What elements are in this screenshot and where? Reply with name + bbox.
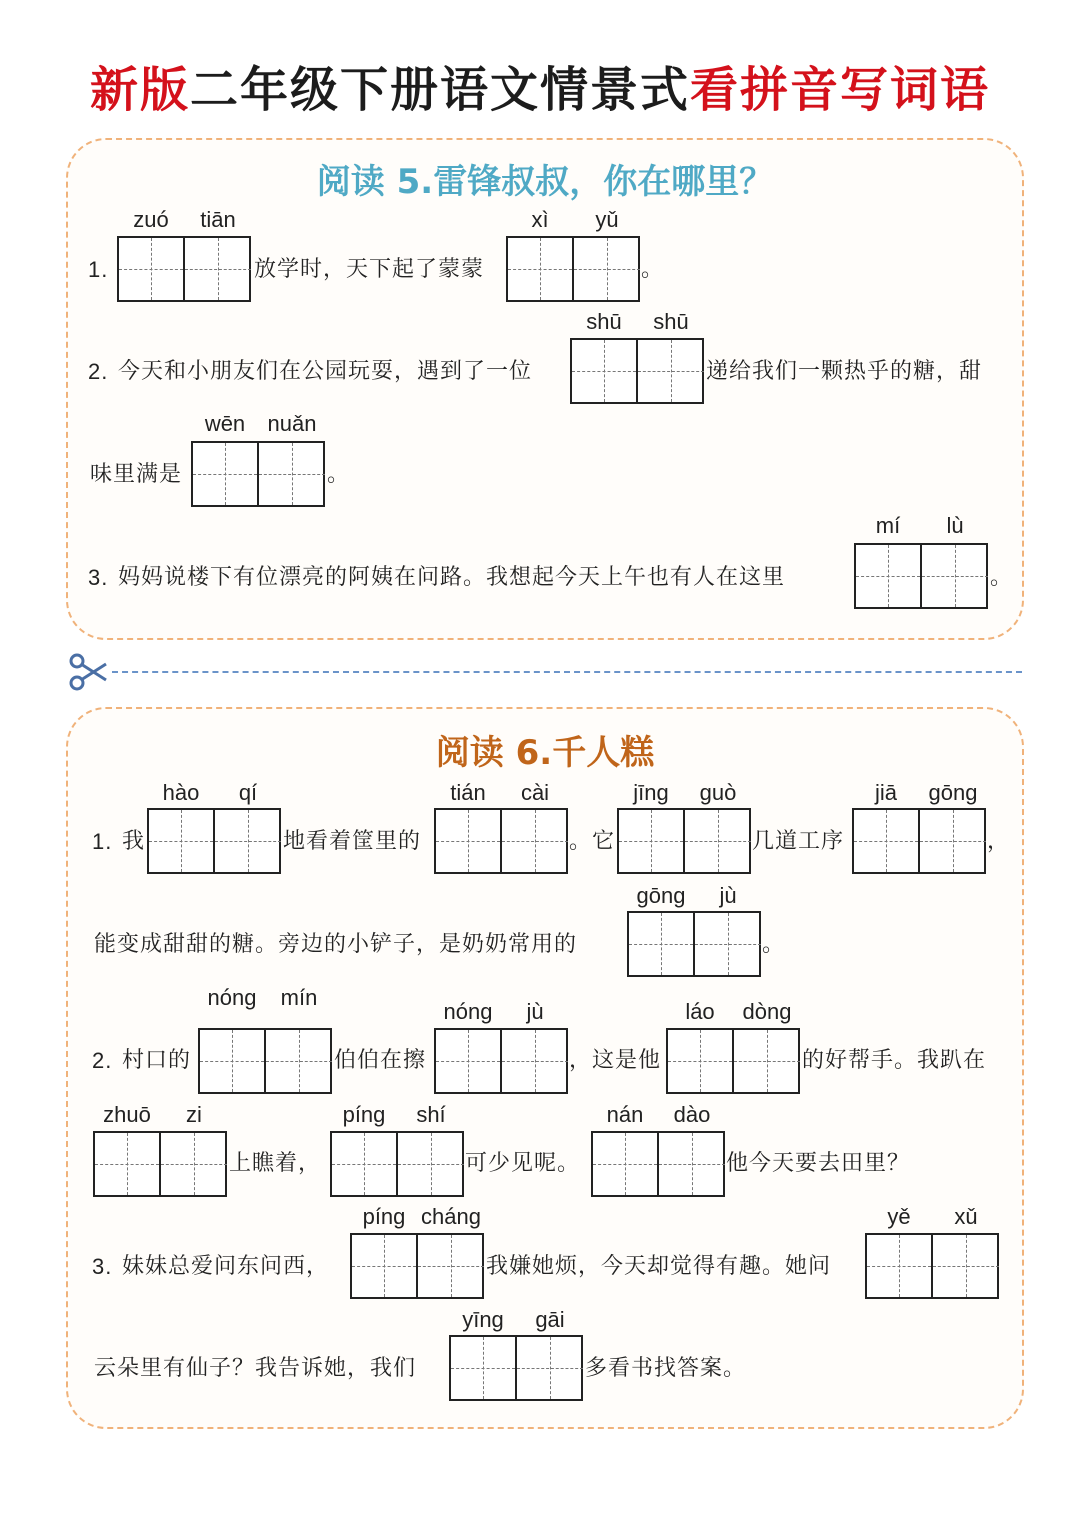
item-number: 1. xyxy=(92,829,113,854)
section-title: 阅读 5.雷锋叔叔，你在哪里？ xyxy=(316,162,774,202)
sentence-text: 我嫌她烦，今天却觉得有趣。她问 xyxy=(486,1254,832,1279)
pinyin-label: nán xyxy=(606,1102,644,1127)
answer-box[interactable] xyxy=(852,808,986,874)
pinyin-label: láo xyxy=(685,999,715,1024)
pinyin-label: yě xyxy=(887,1204,911,1229)
sentence-text: 村口的 xyxy=(122,1048,192,1073)
pinyin-label: tiān xyxy=(200,207,236,232)
answer-box[interactable] xyxy=(591,1131,725,1197)
pinyin-label: nóng xyxy=(443,999,493,1024)
item-number: 3. xyxy=(88,565,109,590)
item-number: 2. xyxy=(92,1048,113,1073)
sentence-text: 妈妈说楼下有位漂亮的阿姨在问路。我想起今天上午也有人在这里 xyxy=(118,565,786,590)
sentence-text: 递给我们一颗热乎的糖，甜 xyxy=(706,359,983,384)
sentence-text: 今天和小朋友们在公园玩耍，遇到了一位 xyxy=(118,359,533,384)
pinyin-label: shū xyxy=(586,309,622,334)
pinyin-label: xǔ xyxy=(954,1204,978,1229)
answer-box[interactable] xyxy=(434,1028,568,1094)
sentence-text: 他今天要去田里？ xyxy=(726,1151,911,1176)
pinyin-label: dòng xyxy=(742,999,792,1024)
pinyin-label: cháng xyxy=(421,1204,481,1229)
pinyin-label: nuǎn xyxy=(267,411,317,436)
answer-box[interactable] xyxy=(93,1131,227,1197)
sentence-text: 几道工序 xyxy=(752,829,845,854)
pinyin-label: jīng xyxy=(633,780,669,805)
sentence-text: 多看书找答案。 xyxy=(585,1356,747,1381)
sentence-text: 我 xyxy=(122,829,146,854)
sentence-end: 。 xyxy=(327,462,351,487)
pinyin-label: mí xyxy=(875,513,901,538)
pinyin-label: shū xyxy=(653,309,689,334)
answer-box[interactable] xyxy=(854,543,988,609)
section-title: 阅读 6.千人糕 xyxy=(435,733,655,773)
pinyin-label: jù xyxy=(526,999,544,1024)
pinyin-label: mín xyxy=(280,985,318,1010)
item-number: 3. xyxy=(92,1254,113,1279)
pinyin-label: lù xyxy=(946,513,964,538)
sentence-text: 地看着筐里的 xyxy=(283,829,422,854)
sentence-text: 。它 xyxy=(569,829,616,854)
pinyin-label: yǔ xyxy=(595,207,619,232)
answer-box[interactable] xyxy=(506,236,640,302)
page-title xyxy=(0,58,1080,122)
answer-box[interactable] xyxy=(617,808,751,874)
answer-box[interactable] xyxy=(198,1028,332,1094)
sentence-text: 云朵里有仙子？我告诉她，我们 xyxy=(94,1356,417,1381)
sentence-text: 伯伯在擦 xyxy=(334,1048,427,1073)
title-part-task: 看拼音写词语 xyxy=(690,62,991,118)
pinyin-label: zi xyxy=(186,1102,202,1127)
pinyin-label: xì xyxy=(531,207,549,232)
answer-box[interactable] xyxy=(434,808,568,874)
pinyin-label: gōng xyxy=(636,883,686,908)
pinyin-label: píng xyxy=(362,1204,406,1229)
sentence-end: ， xyxy=(987,829,1011,854)
sentence-text: ，这是他 xyxy=(569,1048,662,1073)
pinyin-label: dào xyxy=(673,1102,711,1127)
answer-box[interactable] xyxy=(147,808,281,874)
sentence-text: 的好帮手。我趴在 xyxy=(802,1048,987,1073)
pinyin-label: yīng xyxy=(462,1307,504,1332)
sentence-end: 。 xyxy=(990,565,1014,590)
pinyin-label: nóng xyxy=(207,985,257,1010)
pinyin-label: jù xyxy=(719,883,737,908)
scissors-icon xyxy=(68,652,108,692)
answer-box[interactable] xyxy=(666,1028,800,1094)
sentence-text: 味里满是 xyxy=(90,462,183,487)
pinyin-label: gōng xyxy=(928,780,978,805)
item-number: 1. xyxy=(88,257,109,282)
pinyin-label: zhuō xyxy=(103,1102,151,1127)
sentence-text: 妹妹总爱问东问西， xyxy=(122,1254,330,1279)
answer-box[interactable] xyxy=(117,236,251,302)
sentence-end: 。 xyxy=(641,257,665,282)
sentence-end: 。 xyxy=(762,932,786,957)
answer-box[interactable] xyxy=(191,441,325,507)
answer-box[interactable] xyxy=(350,1233,484,1299)
pinyin-label: wēn xyxy=(204,411,246,436)
pinyin-label: gāi xyxy=(535,1307,565,1332)
sentence-text: 放学时，天下起了蒙蒙 xyxy=(254,257,485,282)
cut-line xyxy=(112,671,1022,673)
answer-box[interactable] xyxy=(449,1335,583,1401)
item-number: 2. xyxy=(88,359,109,384)
title-part-new-edition: 新版 xyxy=(89,62,190,118)
pinyin-label: tián xyxy=(450,780,486,805)
sentence-text: 上瞧着， xyxy=(229,1151,322,1176)
pinyin-label: qí xyxy=(238,780,258,805)
answer-box[interactable] xyxy=(570,338,704,404)
answer-box[interactable] xyxy=(330,1131,464,1197)
sentence-text: 能变成甜甜的糖。旁边的小铲子，是奶奶常用的 xyxy=(94,932,578,957)
answer-box[interactable] xyxy=(627,911,761,977)
pinyin-label: cài xyxy=(520,780,550,805)
pinyin-label: zuó xyxy=(133,207,169,232)
title-part-grade: 二年级下册语文情景式 xyxy=(189,62,690,118)
pinyin-label: píng xyxy=(342,1102,386,1127)
sentence-text: 可少见呢。 xyxy=(465,1151,581,1176)
pinyin-label: jiā xyxy=(874,780,897,805)
pinyin-label: shí xyxy=(416,1102,446,1127)
pinyin-label: hào xyxy=(162,780,200,805)
pinyin-label: guò xyxy=(699,780,737,805)
answer-box[interactable] xyxy=(865,1233,999,1299)
